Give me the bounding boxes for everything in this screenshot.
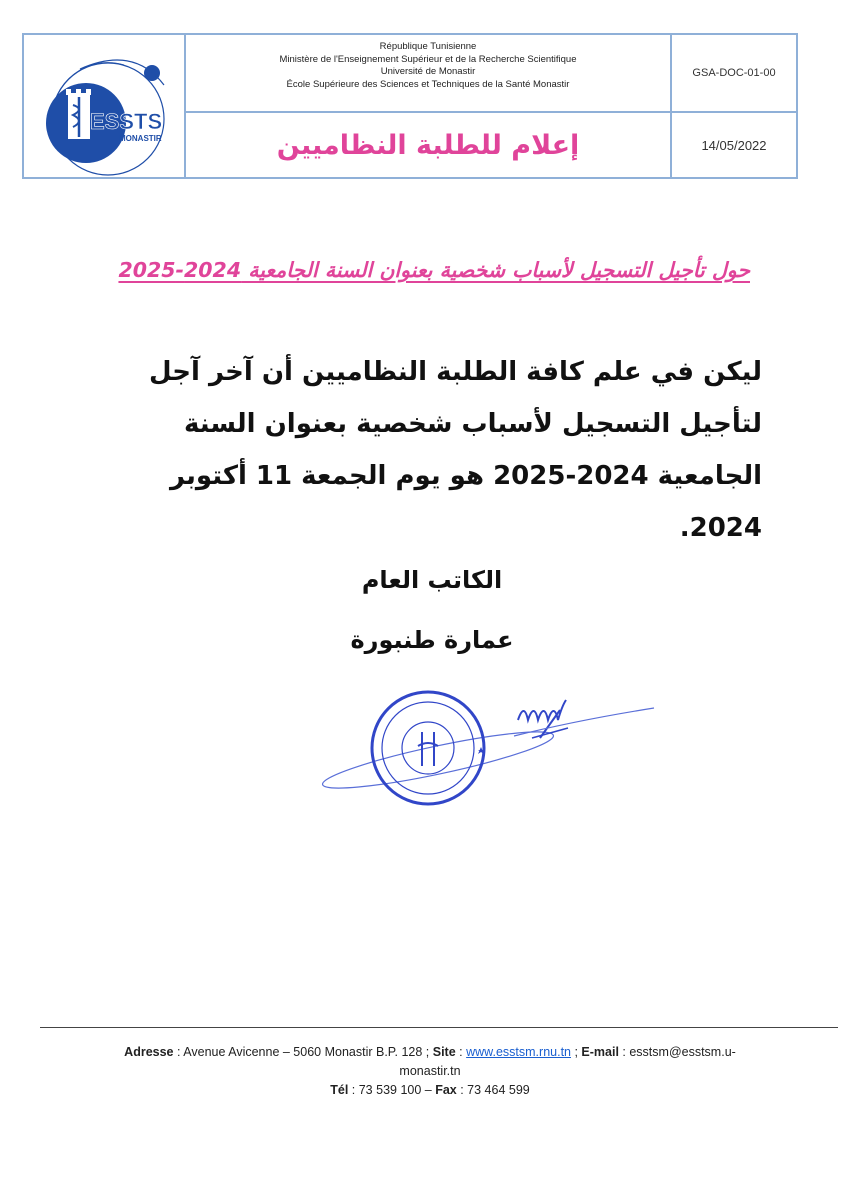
- site-label: Site: [432, 1045, 456, 1059]
- tel-label: Tél: [330, 1083, 349, 1097]
- logo-subtext: MONASTIR: [119, 134, 162, 143]
- doc-code: GSA-DOC-01-00: [692, 67, 776, 79]
- notice-title: إعلام للطلبة النظاميين: [276, 129, 580, 161]
- signatory-title: الكاتب العام: [361, 566, 503, 594]
- date-cell: [672, 113, 796, 177]
- address-label: Adresse: [124, 1045, 174, 1059]
- institution-line-2: Ministère de l'Enseignement Supérieur et de la Recherche Scientifique: [279, 53, 577, 65]
- notice-body: ليكن في علم كافة الطلبة النظاميين أن آخر آجل لتأجيل التسجيل لأسباب شخصية بعنوان السنة الجامعية 2024-2025 هو يوم الجمعة 11 أكتوبر 2024.: [149, 357, 762, 543]
- logo-cell: [24, 35, 186, 177]
- footer-divider: [40, 1027, 838, 1028]
- notice-subject: حول تأجيل التسجيل لأسباب شخصية بعنوان السنة الجامعية 2024-2025: [118, 258, 750, 282]
- logo-text: ESSTS: [90, 109, 163, 134]
- footer-address-line: Adresse : Avenue Avicenne – 5060 Monastir B.P. 128 ; Site : www.esstsm.rnu.tn ; E-mail : esstsm@esstsm.u-monastir.tn: [124, 1045, 736, 1078]
- institution-line-4: École Supérieure des Sciences et Techniques de la Santé Monastir: [286, 78, 570, 90]
- email-label: E-mail: [581, 1045, 619, 1059]
- doc-code-cell: [672, 35, 796, 113]
- site-link[interactable]: www.esstsm.rnu.tn: [466, 1045, 571, 1059]
- address-value: Avenue Avicenne – 5060 Monastir B.P. 128: [183, 1045, 423, 1059]
- fax-label: Fax: [435, 1083, 457, 1097]
- signatory-name: عمارة طنبورة: [350, 626, 514, 654]
- institution-line-1: République Tunisienne: [379, 41, 477, 52]
- footer-phone-line: Tél : 73 539 100 – Fax : 73 464 599: [330, 1083, 530, 1097]
- email-value: esstsm@esstsm.u-monastir.tn: [399, 1045, 736, 1078]
- notice-title-cell: [186, 113, 672, 177]
- official-stamp-and-signature: [318, 680, 658, 820]
- document-date: 14/05/2022: [701, 137, 767, 153]
- footer: [100, 1043, 760, 1100]
- essts-logo: [24, 35, 184, 177]
- institution-block: [186, 35, 672, 113]
- tel-value: 73 539 100: [358, 1083, 422, 1097]
- document-header: [22, 33, 798, 179]
- institution-line-3: Université de Monastir: [380, 66, 476, 77]
- fax-value: 73 464 599: [467, 1083, 530, 1097]
